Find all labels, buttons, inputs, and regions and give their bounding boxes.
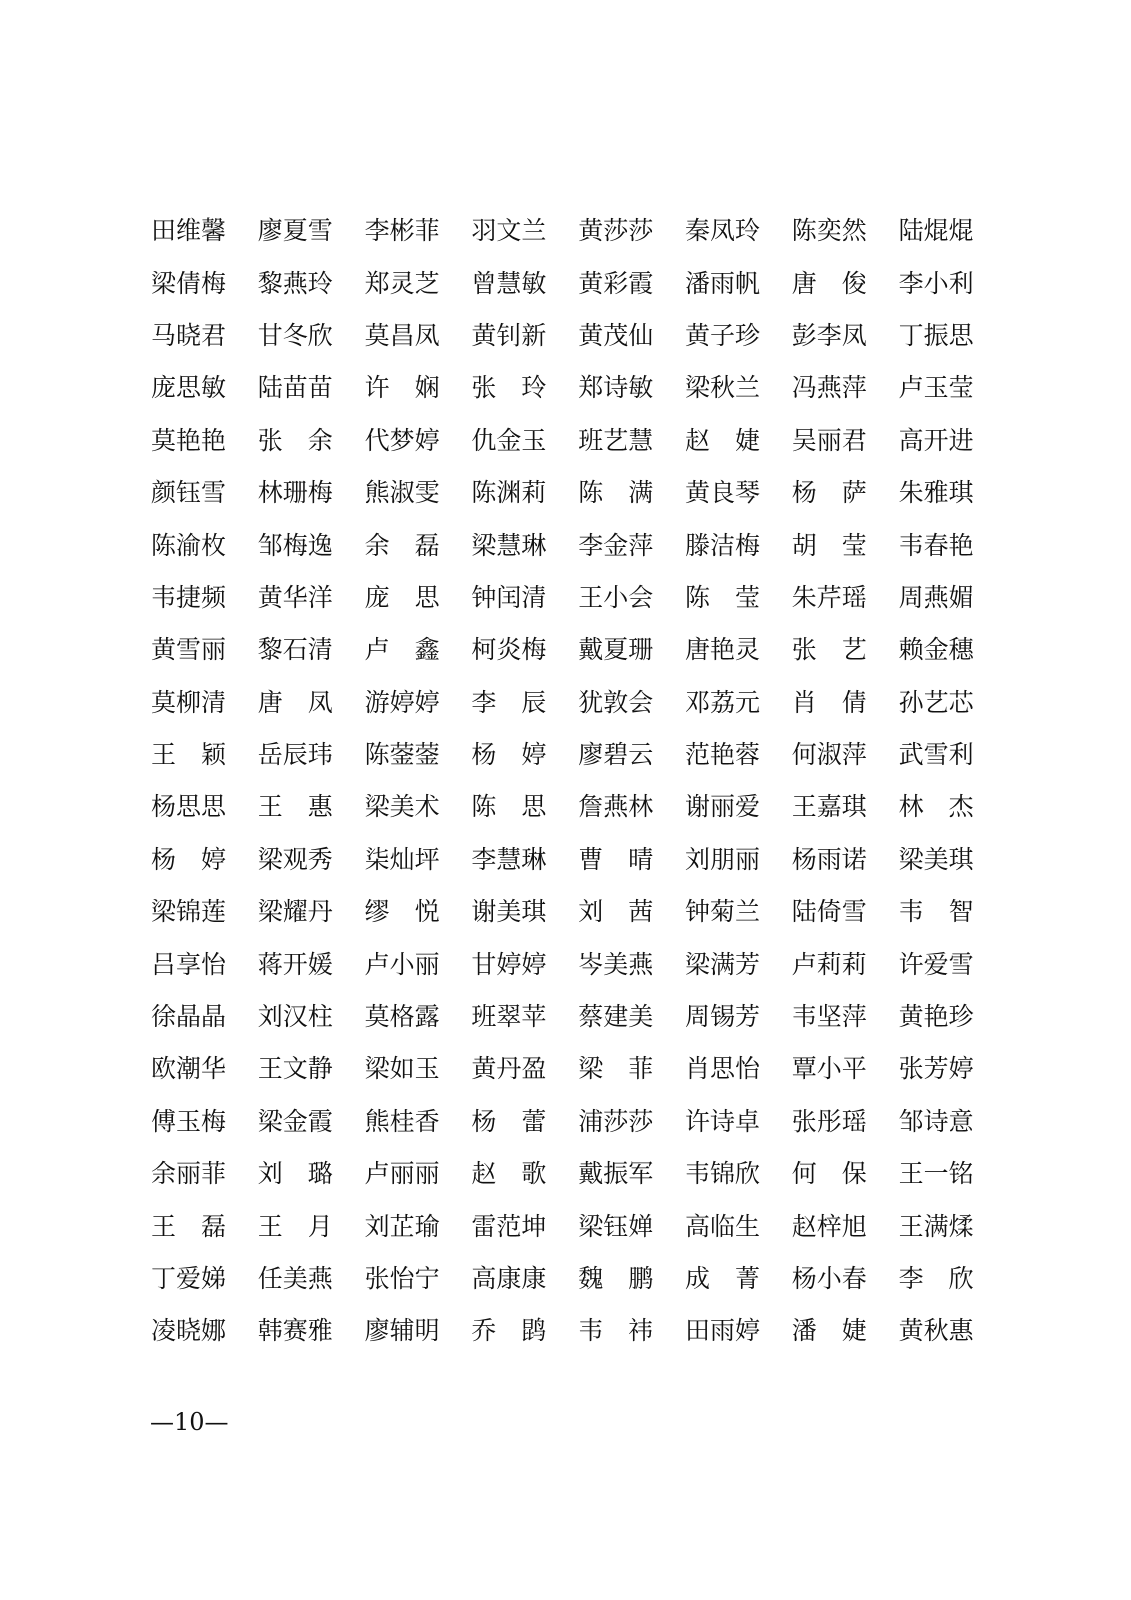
name-entry: 赖金穗 bbox=[898, 635, 974, 665]
name-entry: 郑诗敏 bbox=[578, 373, 654, 403]
name-entry: 吕享怡 bbox=[151, 949, 227, 979]
name-entry: 赵梓旭 bbox=[791, 1211, 867, 1241]
name-entry: 柯炎梅 bbox=[471, 635, 547, 665]
name-entry: 梁倩梅 bbox=[151, 268, 227, 298]
name-entry: 许诗卓 bbox=[684, 1106, 760, 1136]
name-entry: 陈蓥蓥 bbox=[364, 740, 440, 770]
name-entry: 徐晶晶 bbox=[151, 1002, 227, 1032]
name-entry: 柒灿坪 bbox=[364, 844, 440, 874]
name-entry: 马晓君 bbox=[151, 320, 227, 350]
name-entry: 李 辰 bbox=[471, 687, 547, 717]
name-entry: 廖夏雪 bbox=[257, 216, 333, 246]
name-row bbox=[151, 257, 981, 309]
name-row bbox=[151, 467, 981, 519]
name-entry: 王 颖 bbox=[151, 740, 227, 770]
name-entry: 肖 倩 bbox=[791, 687, 867, 717]
name-entry: 蒋开媛 bbox=[257, 949, 333, 979]
name-entry: 黄良琴 bbox=[684, 478, 760, 508]
name-entry: 黄艳珍 bbox=[898, 1002, 974, 1032]
name-entry: 梁耀丹 bbox=[257, 897, 333, 927]
name-entry: 甘冬欣 bbox=[257, 320, 333, 350]
name-entry: 成 菁 bbox=[684, 1264, 760, 1293]
name-entry: 韩赛雅 bbox=[257, 1316, 333, 1346]
name-entry: 韦 祎 bbox=[578, 1316, 654, 1346]
name-entry: 余丽菲 bbox=[151, 1159, 227, 1189]
name-entry: 陈渝枚 bbox=[151, 530, 227, 560]
name-entry: 蔡建美 bbox=[578, 1002, 654, 1032]
name-row bbox=[151, 1148, 981, 1200]
name-entry: 岳辰玮 bbox=[257, 740, 333, 770]
name-entry: 卢莉莉 bbox=[791, 949, 867, 979]
name-entry: 羽文兰 bbox=[471, 216, 547, 246]
name-entry: 田维馨 bbox=[151, 216, 227, 246]
name-entry: 卢 鑫 bbox=[364, 635, 440, 665]
name-entry: 杨 婷 bbox=[151, 844, 227, 874]
name-row bbox=[151, 991, 981, 1043]
name-entry: 秦凤玲 bbox=[684, 216, 760, 246]
name-entry: 王一铭 bbox=[898, 1159, 974, 1189]
name-entry: 犹敦会 bbox=[578, 687, 654, 717]
name-entry: 梁 菲 bbox=[578, 1054, 654, 1084]
name-entry: 余 磊 bbox=[364, 530, 440, 560]
name-entry: 王 惠 bbox=[257, 792, 333, 822]
name-entry: 高康康 bbox=[471, 1264, 547, 1293]
name-entry: 邓荔元 bbox=[684, 687, 760, 717]
name-row bbox=[151, 729, 981, 781]
name-entry: 莫柳清 bbox=[151, 687, 227, 717]
name-row bbox=[151, 415, 981, 467]
name-entry: 颜钰雪 bbox=[151, 478, 227, 508]
name-entry: 谢美琪 bbox=[471, 897, 547, 927]
name-entry: 张怡宁 bbox=[364, 1264, 440, 1293]
name-entry: 李金萍 bbox=[578, 530, 654, 560]
name-row bbox=[151, 1096, 981, 1148]
name-entry: 韦捷频 bbox=[151, 582, 227, 612]
name-entry: 詹燕林 bbox=[578, 792, 654, 822]
name-entry: 曹 晴 bbox=[578, 844, 654, 874]
name-entry: 梁满芳 bbox=[684, 949, 760, 979]
name-entry: 赵 歌 bbox=[471, 1159, 547, 1189]
name-entry: 陆苗苗 bbox=[257, 373, 333, 403]
name-entry: 许爱雪 bbox=[898, 949, 974, 979]
name-entry: 何淑萍 bbox=[791, 740, 867, 770]
name-entry: 黄秋惠 bbox=[898, 1316, 974, 1346]
name-entry: 浦莎莎 bbox=[578, 1106, 654, 1136]
name-entry: 胡 莹 bbox=[791, 530, 867, 560]
name-entry: 班翠苹 bbox=[471, 1002, 547, 1032]
name-entry: 杨 蕾 bbox=[471, 1106, 547, 1136]
name-entry: 梁秋兰 bbox=[684, 373, 760, 403]
name-entry: 朱雅琪 bbox=[898, 478, 974, 508]
name-entry: 梁如玉 bbox=[364, 1054, 440, 1084]
name-entry: 林 杰 bbox=[898, 792, 974, 822]
name-entry: 张 余 bbox=[257, 425, 333, 455]
name-entry: 武雪利 bbox=[898, 740, 974, 770]
name-entry: 吴丽君 bbox=[791, 425, 867, 455]
name-entry: 张 玲 bbox=[471, 373, 547, 403]
name-entry: 孙艺芯 bbox=[898, 687, 974, 717]
name-entry: 魏 鹏 bbox=[578, 1264, 654, 1293]
name-row bbox=[151, 938, 981, 990]
name-row bbox=[151, 205, 981, 257]
name-entry: 卢玉莹 bbox=[898, 373, 974, 403]
name-row bbox=[151, 677, 981, 729]
name-entry: 梁观秀 bbox=[257, 844, 333, 874]
name-entry: 缪 悦 bbox=[364, 897, 440, 927]
name-entry: 李小利 bbox=[898, 268, 974, 298]
name-row bbox=[151, 310, 981, 362]
name-entry: 刘汉柱 bbox=[257, 1002, 333, 1032]
name-entry: 丁爱娣 bbox=[151, 1264, 227, 1293]
name-entry: 张芳婷 bbox=[898, 1054, 974, 1084]
name-entry: 欧潮华 bbox=[151, 1054, 227, 1084]
name-row bbox=[151, 1200, 981, 1252]
name-entry: 黄子珍 bbox=[684, 320, 760, 350]
name-entry: 戴振军 bbox=[578, 1159, 654, 1189]
name-entry: 乔 鹍 bbox=[471, 1316, 547, 1346]
name-entry: 陈渊莉 bbox=[471, 478, 547, 508]
name-entry: 潘 婕 bbox=[791, 1316, 867, 1346]
name-entry: 黄钊新 bbox=[471, 320, 547, 350]
name-entry: 黄彩霞 bbox=[578, 268, 654, 298]
name-entry: 刘 璐 bbox=[257, 1159, 333, 1189]
name-entry: 游婷婷 bbox=[364, 687, 440, 717]
name-row bbox=[151, 781, 981, 833]
name-entry: 莫格露 bbox=[364, 1002, 440, 1032]
name-entry: 冯燕萍 bbox=[791, 373, 867, 403]
name-entry: 陆倚雪 bbox=[791, 897, 867, 927]
name-entry: 陆焜焜 bbox=[898, 216, 974, 246]
name-entry: 卢丽丽 bbox=[364, 1159, 440, 1189]
name-entry: 凌晓娜 bbox=[151, 1316, 227, 1346]
name-entry: 王满煣 bbox=[898, 1211, 974, 1241]
name-entry: 刘芷瑜 bbox=[364, 1211, 440, 1241]
name-entry: 杨小春 bbox=[791, 1264, 867, 1293]
name-entry: 陈 莹 bbox=[684, 582, 760, 612]
name-entry: 范艳蓉 bbox=[684, 740, 760, 770]
name-entry: 谢丽爱 bbox=[684, 792, 760, 822]
name-entry: 任美燕 bbox=[257, 1264, 333, 1293]
name-entry: 卢小丽 bbox=[364, 949, 440, 979]
name-entry: 熊淑雯 bbox=[364, 478, 440, 508]
name-row bbox=[151, 624, 981, 676]
name-entry: 杨 萨 bbox=[791, 478, 867, 508]
name-entry: 郑灵芝 bbox=[364, 268, 440, 298]
name-entry: 丁振思 bbox=[898, 320, 974, 350]
name-entry: 张彤瑶 bbox=[791, 1106, 867, 1136]
name-entry: 梁锦莲 bbox=[151, 897, 227, 927]
name-entry: 黎燕玲 bbox=[257, 268, 333, 298]
name-entry: 赵 婕 bbox=[684, 425, 760, 455]
name-entry: 傅玉梅 bbox=[151, 1106, 227, 1136]
name-entry: 潘雨帆 bbox=[684, 268, 760, 298]
name-entry: 庞 思 bbox=[364, 582, 440, 612]
name-row bbox=[151, 362, 981, 414]
name-entry: 甘婷婷 bbox=[471, 949, 547, 979]
name-entry: 廖碧云 bbox=[578, 740, 654, 770]
name-entry: 黄雪丽 bbox=[151, 635, 227, 665]
name-entry: 唐 凤 bbox=[257, 687, 333, 717]
name-entry: 高开进 bbox=[898, 425, 974, 455]
name-row bbox=[151, 1305, 981, 1357]
name-row bbox=[151, 519, 981, 571]
name-entry: 杨 婷 bbox=[471, 740, 547, 770]
name-entry: 王小会 bbox=[578, 582, 654, 612]
name-entry: 代梦婷 bbox=[364, 425, 440, 455]
name-entry: 廖辅明 bbox=[364, 1316, 440, 1346]
name-entry: 莫艳艳 bbox=[151, 425, 227, 455]
name-entry: 刘 茜 bbox=[578, 897, 654, 927]
name-entry: 戴夏珊 bbox=[578, 635, 654, 665]
name-entry: 杨雨诺 bbox=[791, 844, 867, 874]
name-entry: 刘朋丽 bbox=[684, 844, 760, 874]
name-entry: 黄丹盈 bbox=[471, 1054, 547, 1084]
name-entry: 杨思思 bbox=[151, 792, 227, 822]
name-entry: 黎石清 bbox=[257, 635, 333, 665]
name-row bbox=[151, 834, 981, 886]
name-entry: 周燕媚 bbox=[898, 582, 974, 612]
name-entry: 钟闰清 bbox=[471, 582, 547, 612]
name-entry: 林珊梅 bbox=[257, 478, 333, 508]
name-row bbox=[151, 1253, 981, 1305]
name-entry: 班艺慧 bbox=[578, 425, 654, 455]
name-entry: 滕洁梅 bbox=[684, 530, 760, 560]
name-entry: 熊桂香 bbox=[364, 1106, 440, 1136]
name-entry: 陈 满 bbox=[578, 478, 654, 508]
name-entry: 钟菊兰 bbox=[684, 897, 760, 927]
name-entry: 梁慧琳 bbox=[471, 530, 547, 560]
name-row bbox=[151, 572, 981, 624]
name-entry: 韦 智 bbox=[898, 897, 974, 927]
name-entry: 韦坚萍 bbox=[791, 1002, 867, 1032]
name-entry: 覃小平 bbox=[791, 1054, 867, 1084]
name-entry: 岑美燕 bbox=[578, 949, 654, 979]
name-entry: 韦锦欣 bbox=[684, 1159, 760, 1189]
name-entry: 高临生 bbox=[684, 1211, 760, 1241]
name-entry: 雷范坤 bbox=[471, 1211, 547, 1241]
name-entry: 王 磊 bbox=[151, 1211, 227, 1241]
name-entry: 黄莎莎 bbox=[578, 216, 654, 246]
name-entry: 肖思怡 bbox=[684, 1054, 760, 1084]
name-entry: 唐 俊 bbox=[791, 268, 867, 298]
name-row bbox=[151, 886, 981, 938]
name-entry: 仇金玉 bbox=[471, 425, 547, 455]
name-entry: 田雨婷 bbox=[684, 1316, 760, 1346]
name-entry: 彭李凤 bbox=[791, 320, 867, 350]
name-entry: 王文静 bbox=[257, 1054, 333, 1084]
name-entry: 黄茂仙 bbox=[578, 320, 654, 350]
name-entry: 李彬菲 bbox=[364, 216, 440, 246]
name-entry: 梁钰婵 bbox=[578, 1211, 654, 1241]
name-entry: 唐艳灵 bbox=[684, 635, 760, 665]
name-entry: 王嘉琪 bbox=[791, 792, 867, 822]
name-entry: 许 娴 bbox=[364, 373, 440, 403]
name-entry: 邹诗意 bbox=[898, 1106, 974, 1136]
name-entry: 李 欣 bbox=[898, 1264, 974, 1293]
name-entry: 陈 思 bbox=[471, 792, 547, 822]
name-entry: 梁美琪 bbox=[898, 844, 974, 874]
name-entry: 梁金霞 bbox=[257, 1106, 333, 1136]
name-entry: 李慧琳 bbox=[471, 844, 547, 874]
name-list bbox=[151, 205, 981, 1358]
name-entry: 陈奕然 bbox=[791, 216, 867, 246]
name-entry: 庞思敏 bbox=[151, 373, 227, 403]
name-entry: 何 保 bbox=[791, 1159, 867, 1189]
name-entry: 周锡芳 bbox=[684, 1002, 760, 1032]
name-entry: 邹梅逸 bbox=[257, 530, 333, 560]
name-entry: 王 月 bbox=[257, 1211, 333, 1241]
name-entry: 韦春艳 bbox=[898, 530, 974, 560]
name-entry: 朱芹瑶 bbox=[791, 582, 867, 612]
name-entry: 张 艺 bbox=[791, 635, 867, 665]
name-entry: 黄华洋 bbox=[257, 582, 333, 612]
name-entry: 曾慧敏 bbox=[471, 268, 547, 298]
name-entry: 莫昌凤 bbox=[364, 320, 440, 350]
name-row bbox=[151, 1043, 981, 1095]
page-number: —10— bbox=[150, 1408, 229, 1436]
name-entry: 梁美术 bbox=[364, 792, 440, 822]
